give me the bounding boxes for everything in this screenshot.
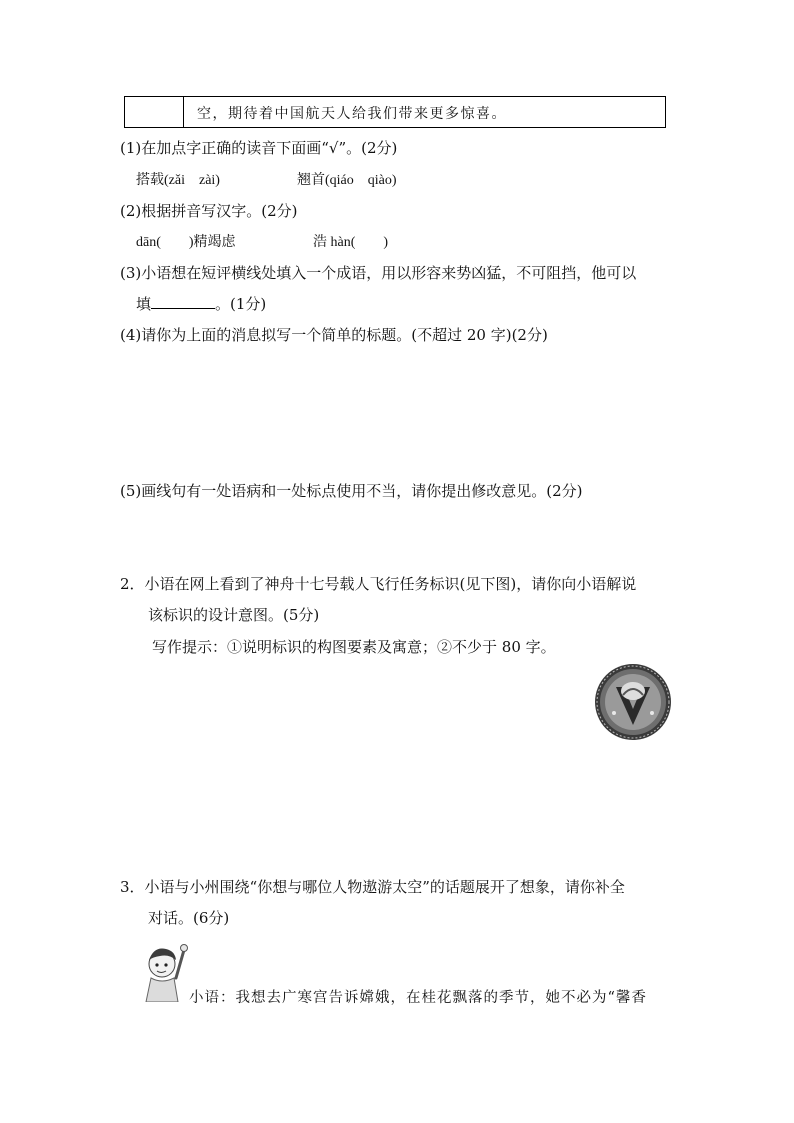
table-divider [183,97,184,127]
question-3-line-1: 3．小语与小州围绕“你想与哪位人物遨游太空”的话题展开了想象，请你补全 [120,878,625,896]
mission-emblem-icon [594,663,672,741]
q3-line-1: (3)小语想在短评横线处填入一个成语，用以形容来势凶猛，不可阻挡，他可以 [120,264,637,282]
question-2-hint: 写作提示：①说明标识的构图要素及寓意；②不少于 80 字。 [152,638,556,656]
dialogue-line: 小语：我想去广寒宫告诉嫦娥，在桂花飘落的季节，她不必为“馨香 [189,990,647,1006]
q3-line-2-suffix: 。(1分) [215,295,267,313]
q1-item-1: 搭载(zǎi zài) [136,173,220,188]
q4-stem: (4)请你为上面的消息拟写一个简单的标题。(不超过 20 字)(2分) [120,326,548,344]
q1-item-2: 翘首(qiáo qiào) [297,173,397,188]
question-2-line-1: 2．小语在网上看到了神舟十七号载人飞行任务标识(见下图)，请你向小语解说 [120,575,637,593]
q1-stem: (1)在加点字正确的读音下面画“√”。(2分) [120,139,398,157]
q2-item-1: dān( )精竭虑 [136,235,236,250]
question-2-line-2: 该标识的设计意图。(5分) [148,606,320,624]
q5-stem: (5)画线句有一处语病和一处标点使用不当，请你提出修改意见。(2分) [120,482,583,500]
q3-line-2-prefix: 填 [136,295,152,313]
boy-avatar-icon [142,940,190,1002]
passage-table [124,96,666,128]
q2-item-2: 浩 hàn( ) [313,235,389,250]
q2-stem: (2)根据拼音写汉字。(2分) [120,202,298,220]
answer-blank[interactable] [151,294,215,309]
table-cell-text: 空，期待着中国航天人给我们带来更多惊喜。 [197,106,507,122]
question-3-line-2: 对话。(6分) [148,909,230,927]
q3-line-2 [136,293,266,314]
